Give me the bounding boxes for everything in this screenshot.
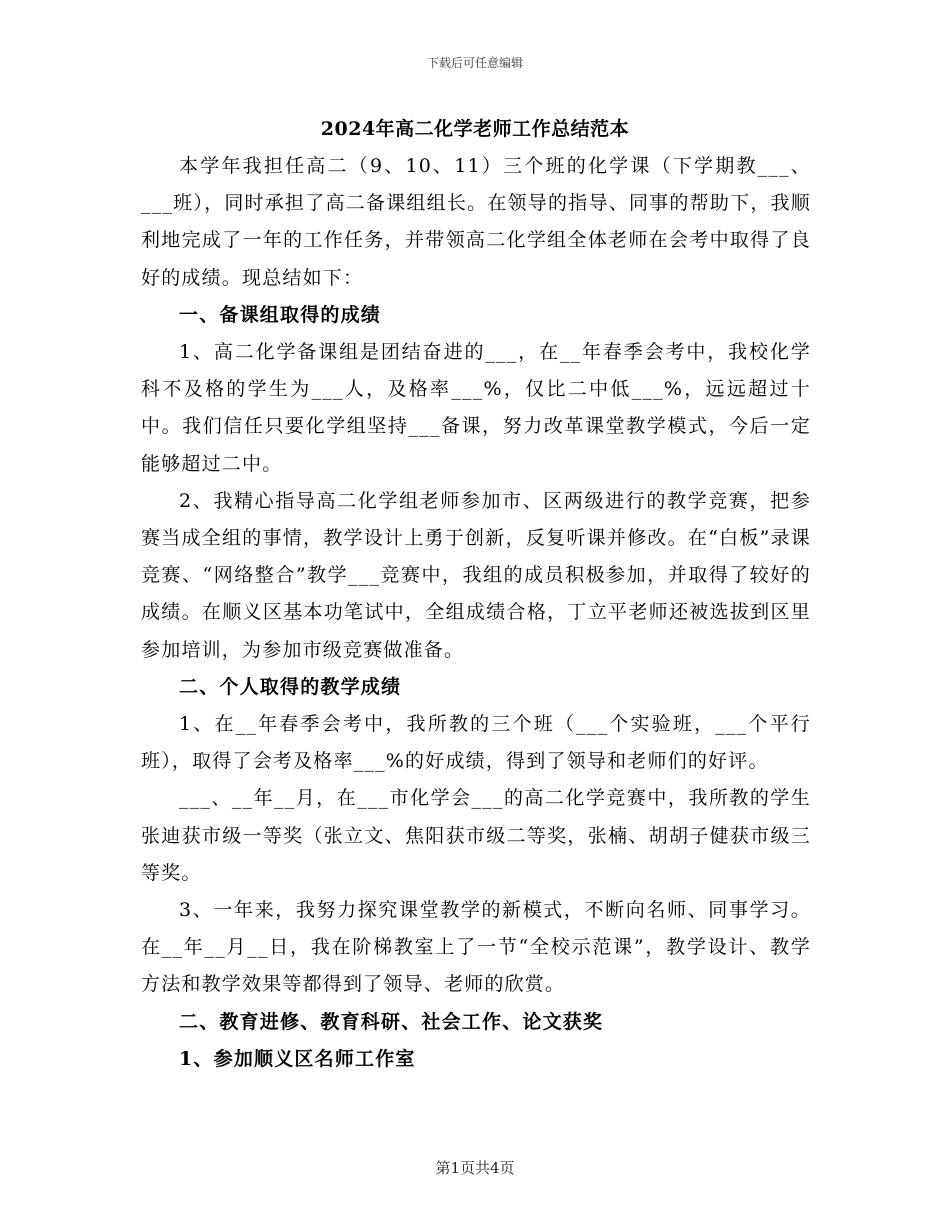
section-heading: 二、教育进修、教育科研、社会工作、论文获奖	[179, 1010, 604, 1033]
body-paragraph: 3、一年来，我努力探究课堂教学的新模式，不断向名师、同事学习。在__年__月__日，我在阶梯教室上了一节“全校示范课”，教学设计、教学方法和教学效果等都得到了领导、老师的欣赏。	[141, 899, 811, 996]
body-paragraph: 1、高二化学备课组是团结奋进的___，在__年春季会考中，我校化学科不及格的学生为___人，及格率___%，仅比二中低___%，远远超过十中。我们信任只要化学组坚持___备课，努力改革课堂教学模式，今后一定能够超过二中。	[141, 341, 811, 475]
body-paragraph: 1、在__年春季会考中，我所教的三个班（___个实验班，___个平行班），取得了会考及格率___%的好成绩，得到了领导和老师们的好评。	[141, 713, 811, 773]
subsection-heading: 1、参加顺义区名师工作室	[179, 1047, 416, 1070]
section-heading: 二、个人取得的教学成绩	[179, 675, 402, 698]
header-note: 下载后可任意编辑	[426, 56, 523, 70]
section-heading: 一、备课组取得的成绩	[179, 303, 382, 326]
body-paragraph: 2、我精心指导高二化学组老师参加市、区两级进行的教学竞赛，把参赛当成全组的事情，教学设计上勇于创新，反复听课并修改。在“白板”录课竞赛、“网络整合”教学___竞赛中，我组的成员积极参加，并取得了较好的成绩。在顺义区基本功笔试中，全组成绩合格，丁立平老师还被选拔到区里参加培训，为参加市级竞赛做准备。	[141, 489, 811, 661]
page-footer: 第1页共4页	[435, 1159, 515, 1177]
intro-paragraph: 本学年我担任高二（9、10、11）三个班的化学课（下学期教___、___班），同时承担了高二备课组组长。在领导的指导、同事的帮助下，我顺利地完成了一年的工作任务，并带领高二化学组全体老师在会考中取得了良好的成绩。现总结如下：	[141, 155, 811, 289]
body-paragraph: ___、__年__月，在___市化学会___的高二化学竞赛中，我所教的学生张迪获市级一等奖（张立文、焦阳获市级二等奖，张楠、胡胡子健获市级三等奖。	[141, 787, 811, 884]
document-title: 2024年高二化学老师工作总结范本	[320, 118, 630, 140]
document-body	[141, 148, 811, 1078]
